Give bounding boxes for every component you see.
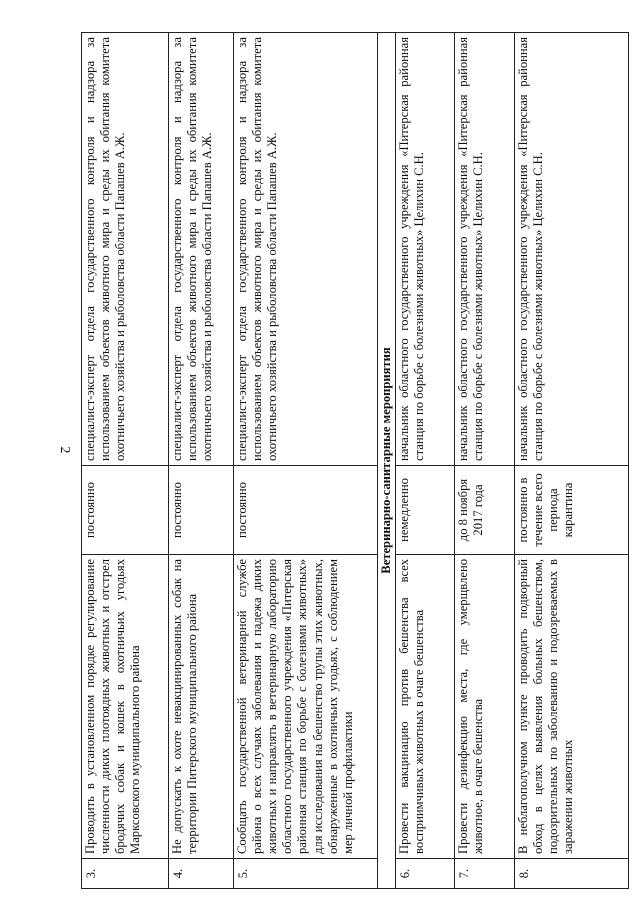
action-cell: Сообщать государственной ветеринарной службе района о всех случаях заболевания и падежа диких животных и направлять в ветеринарную лабораторию областного государственного учреждения «Питерская районная станция по борьбе с болезнями животных» для исследования на бешенство трупы этих животных, обнаруженные в охотничьих угодьях, с соблюдением мер личной профилактики xyxy=(234,555,378,859)
row-number: 6. xyxy=(396,859,455,889)
term-cell: до 8 ноября 2017 года xyxy=(455,466,515,555)
table-row xyxy=(234,33,378,889)
row-number: 8. xyxy=(515,859,629,889)
responsible-cell: специалист-эксперт отдела государственного контроля и надзора за использованием объектов животного мира и среды их обитания комитета охотничьего хозяйства и рыболовства области Папашев А.Ж. xyxy=(169,33,234,466)
section-title: Ветеринарно-санитарные мероприятия xyxy=(378,33,396,889)
rotated-table-container xyxy=(81,33,626,889)
action-cell: В неблагополучном пункте проводить подворный обход в целях выявления больных бешенством, подозрительных по заболеванию и подозреваемых в заражении животных xyxy=(515,555,629,859)
term-cell: постоянно xyxy=(234,466,378,555)
action-cell: Не допускать к охоте невакцинированных собак на территории Питерского муниципального района xyxy=(169,555,234,859)
responsible-cell: начальник областного государственного учреждения «Питерская районная станция по борьбе с болезнями животных» Целихин С.Н. xyxy=(515,33,629,466)
row-number: 4. xyxy=(169,859,234,889)
table-row xyxy=(396,33,455,889)
responsible-cell: начальник областного государственного учреждения «Питерская районная станция по борьбе с болезнями животных» Целихин С.Н. xyxy=(455,33,515,466)
action-cell: Проводить в установленном порядке регулирование численности диких плотоядных животных и отстрел бродячих собак и кошек в охотничьих угодьях Марксовского муниципального района xyxy=(82,555,169,859)
term-cell: постоянно xyxy=(169,466,234,555)
responsible-cell: специалист-эксперт отдела государственного контроля и надзора за использованием объектов животного мира и среды их обитания комитета охотничьего хозяйства и рыболовства области Папашев А.Ж. xyxy=(82,33,169,466)
responsible-cell: специалист-эксперт отдела государственного контроля и надзора за использованием объектов животного мира и среды их обитания комитета охотничьего хозяйства и рыболовства области Папашев А.Ж. xyxy=(234,33,378,466)
table-row xyxy=(169,33,234,889)
term-cell: немедленно xyxy=(396,466,455,555)
row-number: 7. xyxy=(455,859,515,889)
section-header-row xyxy=(378,33,396,889)
page-number: 2 xyxy=(57,446,72,454)
term-cell: постоянно xyxy=(82,466,169,555)
term-cell: постоянно в течение всего периода карантина xyxy=(515,466,629,555)
action-cell: Провести дезинфекцию места, где умерщвлено животное, в очаге бешенства xyxy=(455,555,515,859)
measures-table xyxy=(81,32,629,889)
action-cell: Провести вакцинацию против бешенства всех восприимчивых животных в очаге бешенства xyxy=(396,555,455,859)
row-number: 3. xyxy=(82,859,169,889)
row-number: 5. xyxy=(234,859,378,889)
table-row xyxy=(515,33,629,889)
responsible-cell: начальник областного государственного учреждения «Питерская районная станция по борьбе с болезнями животных» Целихин С.Н. xyxy=(396,33,455,466)
table-row xyxy=(82,33,169,889)
table-row xyxy=(455,33,515,889)
